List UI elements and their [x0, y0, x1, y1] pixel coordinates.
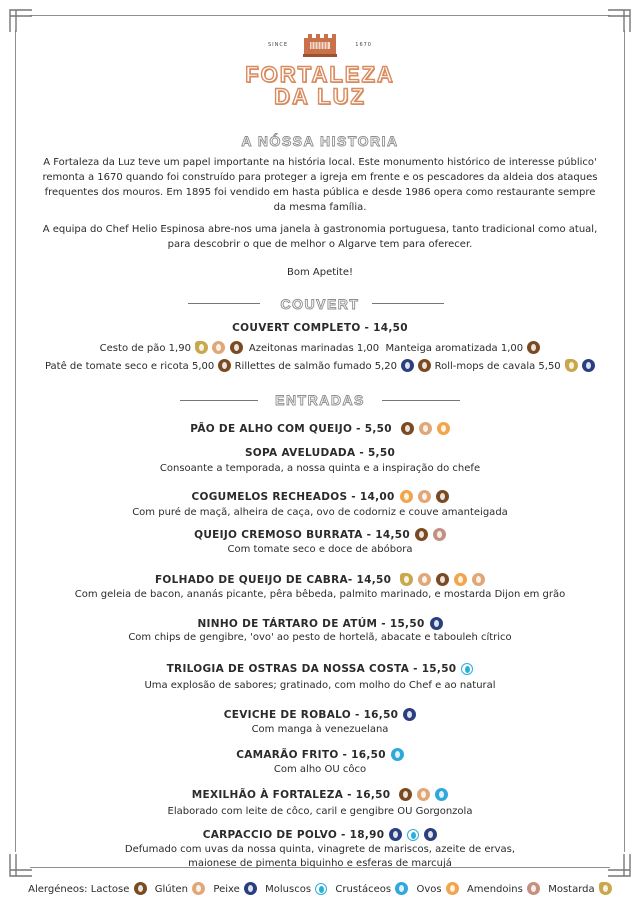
menu-item-desc: Com puré de maçã, alheira de caça, ovo de codorniz e couve amanteigada [132, 507, 508, 518]
allergen-label-amendoins: Amendoins [466, 884, 523, 895]
logo-name-line1: FORTALEZA [245, 62, 395, 87]
historia-paragraph-2: A equipa do Chef Helio Espinosa abre-nos uma janela à gastronomia portuguesa, tanto tradicional como atual, para descobrir o que de melhor o Algarve tem para oferecer. [42, 224, 598, 250]
peixe-icon [244, 882, 257, 895]
menu-item-name: PÃO DE ALHO COM QUEIJO - 5,50 [10, 422, 630, 435]
peixe-icon [424, 828, 437, 841]
gluten-icon [472, 573, 485, 586]
lactose-icon [415, 528, 428, 541]
couvert-item-manteiga: Manteiga aromatizada 1,00 [385, 343, 524, 354]
mostarda-icon [565, 359, 578, 372]
allergen-label-gluten: Glúten [154, 884, 189, 895]
menu-item-name: FOLHADO DE QUEIJO DE CABRA- 14,50 [10, 573, 630, 586]
couvert-line-1 [10, 341, 630, 354]
allergen-legend-title: Alergéneos: [28, 884, 88, 895]
peixe-icon [403, 708, 416, 721]
mostarda-icon [195, 341, 208, 354]
menu-item-desc: Com tomate seco e doce de abóbora [227, 544, 413, 555]
lactose-icon [399, 788, 412, 801]
ovos-icon [446, 882, 459, 895]
allergen-label-lactose: Lactose [90, 884, 130, 895]
couvert-item-pate: Patê de tomate seco e ricota 5,00 [44, 361, 215, 372]
logo-since-label: SINCE [268, 42, 289, 48]
amendoins-icon [527, 882, 540, 895]
crustaceos-icon [435, 788, 448, 801]
moluscos-icon [461, 663, 473, 675]
moluscos-icon [315, 883, 327, 895]
menu-item-name: QUEIJO CREMOSO BURRATA - 14,50 [10, 528, 630, 541]
menu-item-desc: Com manga à venezuelana [251, 724, 389, 735]
peixe-icon [389, 828, 402, 841]
menu-item-desc-line2: maionese de pimenta biquinho e esferas de marcujá [188, 858, 452, 869]
peixe-icon [430, 617, 443, 630]
gluten-icon [417, 788, 430, 801]
gluten-icon [418, 490, 431, 503]
menu-item-name: SOPA AVELUDADA - 5,50 [244, 447, 396, 459]
lactose-icon [527, 341, 540, 354]
menu-item-desc: Com geleia de bacon, ananás picante, pêra bêbeda, palmito marinado, e mostarda Dijon em grão [74, 589, 566, 600]
menu-item-desc: Com chips de gengibre, 'ovo' ao pesto de hortelã, abacate e tabouleh cítrico [128, 632, 512, 643]
entradas-rule-right [382, 400, 460, 401]
menu-item-desc: Defumado com uvas da nossa quinta, vinagrete de mariscos, azeite de ervas, [124, 844, 516, 855]
menu-item-name: CARPACCIO DE POLVO - 18,90 [10, 828, 630, 841]
couvert-item-rillettes: Rillettes de salmão fumado 5,20 [234, 361, 398, 372]
historia-closing: Bom Apetite! [286, 267, 354, 278]
menu-item-desc: Uma explosão de sabores; gratinado, com molho do Chef e ao natural [144, 680, 496, 691]
menu-item-desc: Com alho OU côco [273, 764, 367, 775]
restaurant-logo [0, 24, 640, 108]
crustaceos-icon [391, 748, 404, 761]
menu-item-name: NINHO DE TÁRTARO DE ATÚM - 15,50 [10, 617, 630, 630]
allergen-label-ovos: Ovos [416, 884, 442, 895]
couvert-item-rollmops: Roll-mops de cavala 5,50 [434, 361, 561, 372]
lactose-icon [230, 341, 243, 354]
moluscos-icon [407, 829, 419, 841]
lactose-icon [218, 359, 231, 372]
gluten-icon [418, 573, 431, 586]
lactose-icon [401, 422, 414, 435]
ovos-icon [437, 422, 450, 435]
gluten-icon [212, 341, 225, 354]
amendoins-icon [433, 528, 446, 541]
fortress-icon [302, 24, 338, 58]
couvert-rule-right [372, 303, 444, 304]
frame-top-line [30, 15, 610, 16]
allergen-label-peixe: Peixe [213, 884, 240, 895]
menu-item-desc: Elaborado com leite de côco, caril e gengibre OU Gorgonzola [167, 806, 473, 817]
menu-item-name: CAMARÃO FRITO - 16,50 [10, 748, 630, 761]
allergen-label-moluscos: Moluscos [265, 884, 312, 895]
menu-item-desc: Consoante a temporada, a nossa quinta e a inspiração do chefe [159, 463, 481, 474]
couvert-item-pao: Cesto de pão 1,90 [99, 343, 191, 354]
couvert-title: COUVERT COMPLETO - 14,50 [232, 322, 408, 334]
lactose-icon [436, 490, 449, 503]
entradas-heading: ENTRADAS [275, 392, 365, 408]
gluten-icon [192, 882, 205, 895]
allergen-label-crustaceos: Crustáceos [335, 884, 392, 895]
menu-item-name: MEXILHÃO À FORTALEZA - 16,50 [10, 788, 630, 801]
historia-paragraph-1: A Fortaleza da Luz teve um papel importante na história local. Este monumento histórico de interesse público' remonta a 1670 quando foi construído para proteger a igreja em frente e os pescadores da aldeia dos ataques frequentes dos mouros. Em 1895 foi vendido em hasta pública e desde 1986 opera como restaurante sempre da mesma família. [42, 157, 598, 213]
logo-year-label: 1670 [355, 42, 372, 48]
couvert-item-azeitonas: Azeitonas marinadas 1,00 [248, 343, 380, 354]
menu-item-name: COGUMELOS RECHEADOS - 14,00 [10, 490, 630, 503]
lactose-icon [418, 359, 431, 372]
peixe-icon [582, 359, 595, 372]
peixe-icon [401, 359, 414, 372]
logo-name-line2: DA LUZ [274, 84, 366, 109]
mostarda-icon [599, 882, 612, 895]
crustaceos-icon [395, 882, 408, 895]
mostarda-icon [400, 573, 413, 586]
historia-heading: A NÓSSA HISTORIA [241, 133, 399, 149]
lactose-icon [134, 882, 147, 895]
lactose-icon [436, 573, 449, 586]
ovos-icon [454, 573, 467, 586]
menu-item-name: TRILOGIA DE OSTRAS DA NOSSA COSTA - 15,50 [10, 663, 630, 675]
allergen-label-mostarda: Mostarda [548, 884, 595, 895]
couvert-heading: COUVERT [280, 296, 360, 312]
allergen-legend [0, 882, 640, 895]
ovos-icon [400, 490, 413, 503]
couvert-line-2 [10, 359, 630, 372]
menu-item-name: CEVICHE DE ROBALO - 16,50 [10, 708, 630, 721]
gluten-icon [419, 422, 432, 435]
